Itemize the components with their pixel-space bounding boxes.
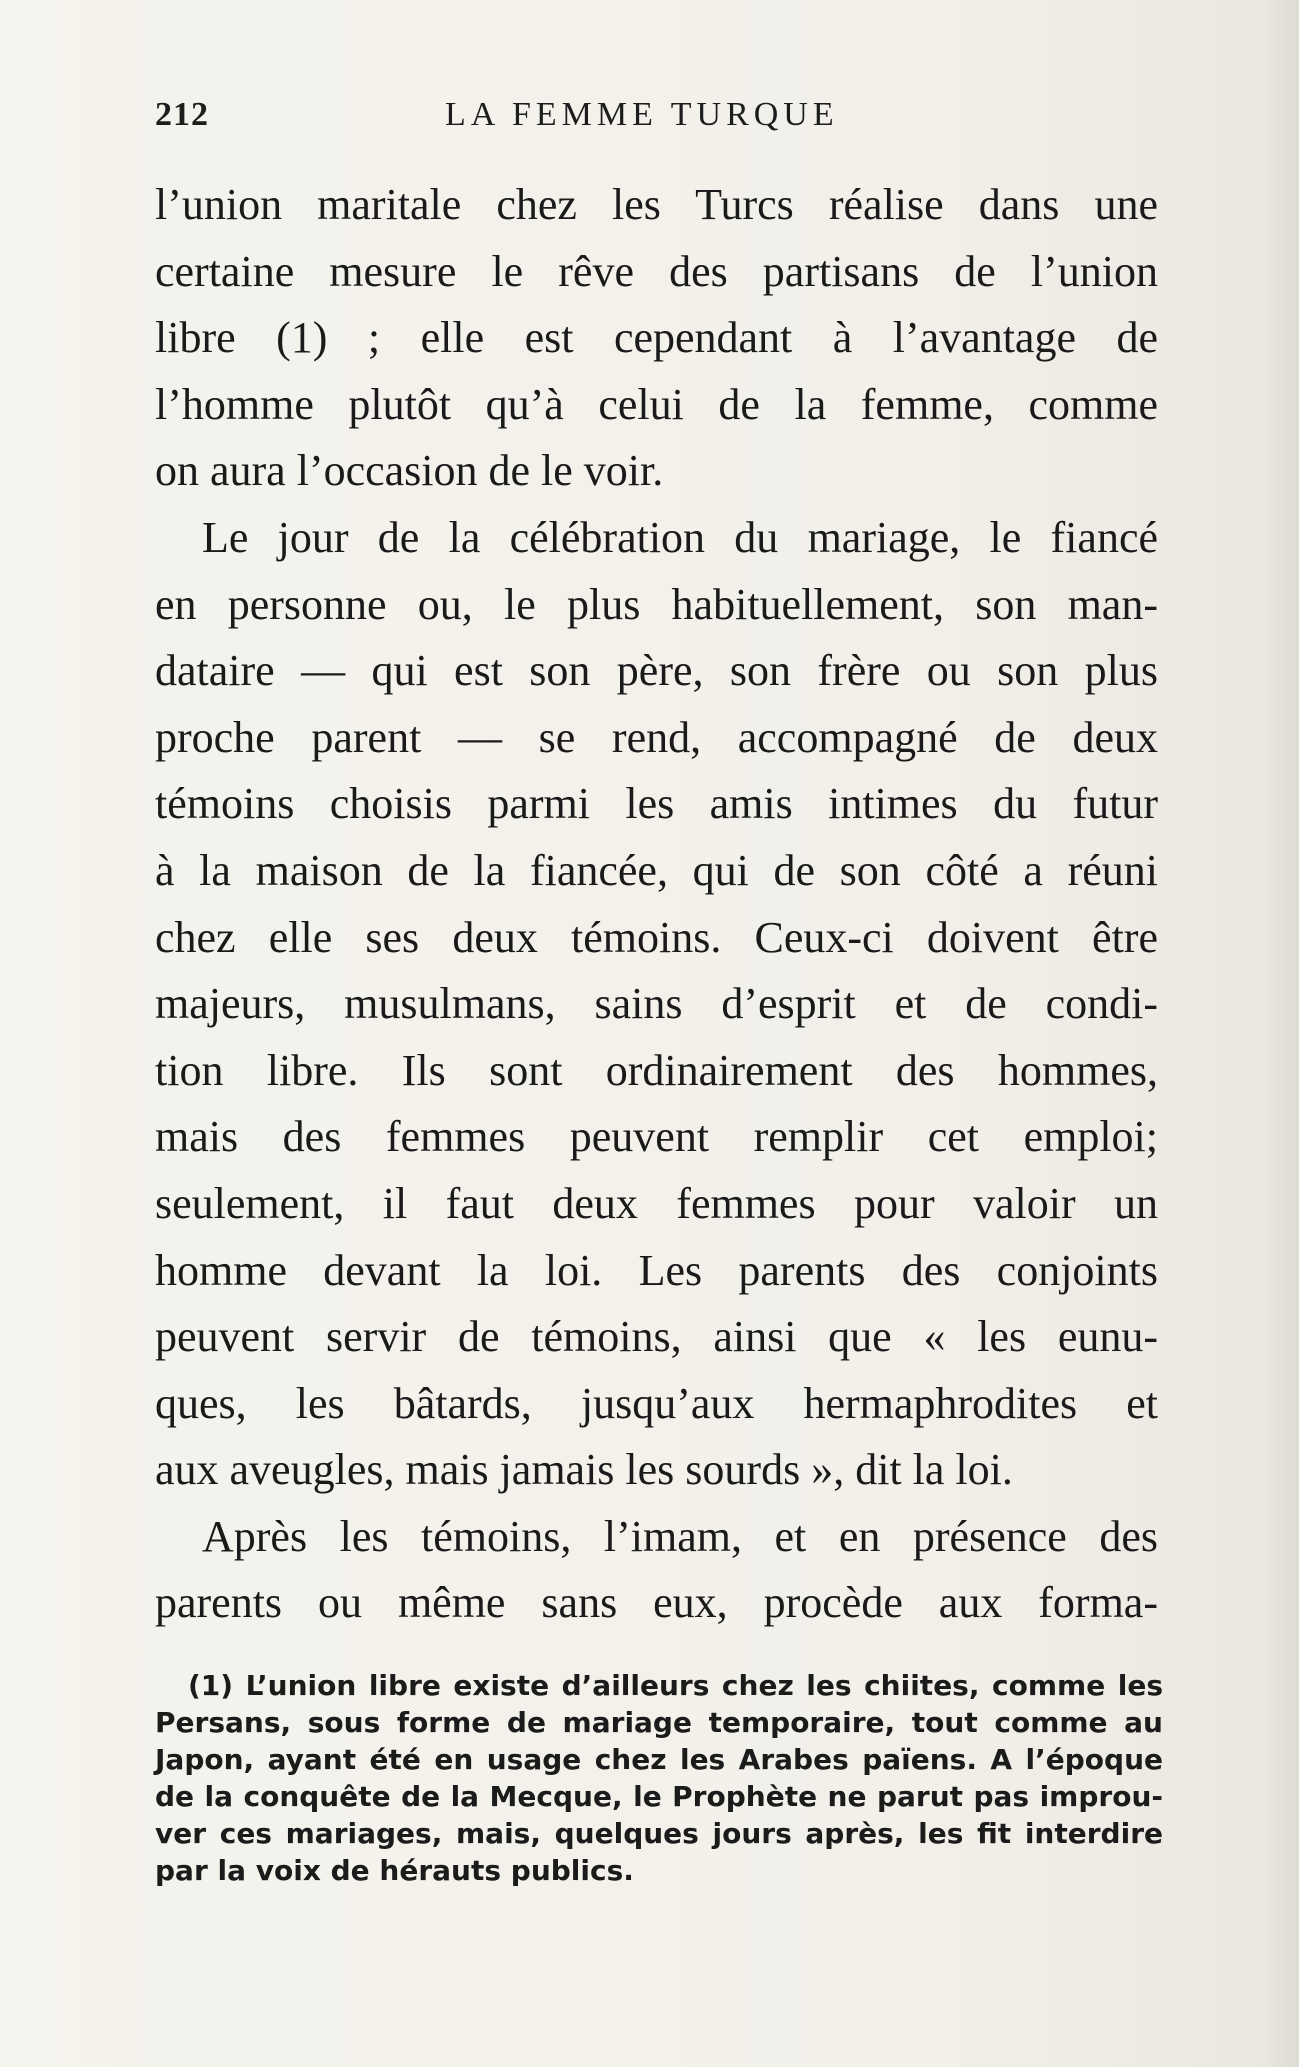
body-line: l’homme plutôt qu’à celui de la femme, comme [155,379,1158,429]
body-line: homme devant la loi. Les parents des conjoints [155,1245,1158,1295]
body-line: peuvent servir de témoins, ainsi que « les eunu- [155,1312,1158,1362]
body-line: chez elle ses deux témoins. Ceux-ci doivent être [155,912,1158,962]
running-title: LA FEMME TURQUE [445,96,839,133]
body-text [155,172,1158,1637]
body-line: ques, les bâtards, jusqu’aux hermaphrodites et [155,1378,1158,1428]
footnote-line: par la voix de hérauts publics. [155,1854,634,1887]
body-line: témoins choisis parmi les amis intimes du futur [155,779,1158,829]
footnote-line: Persans, sous forme de mariage temporaire, tout comme au [155,1706,1163,1739]
body-line: on aura l’occasion de le voir. [155,446,664,496]
footnote-line: (1) L’union libre existe d’ailleurs chez les chiites, comme les [188,1669,1163,1702]
body-line: mais des femmes peuvent remplir cet emploi; [155,1112,1158,1162]
body-line: libre (1) ; elle est cependant à l’avantage de [155,313,1158,363]
body-line: majeurs, musulmans, sains d’esprit et de condi- [155,979,1158,1029]
body-line: tion libre. Ils sont ordinairement des hommes, [155,1045,1158,1095]
page-header [155,96,1155,146]
body-line: l’union maritale chez les Turcs réalise dans une [155,180,1158,229]
body-line: Le jour de la célébration du mariage, le fiancé [202,512,1158,562]
body-line: Après les témoins, l’imam, et en présence des [202,1511,1158,1561]
body-line: à la maison de la fiancée, qui de son côté a réuni [155,845,1158,895]
footnote-line: ver ces mariages, mais, quelques jours après, les fit interdire [155,1817,1163,1850]
page-number: 212 [155,96,209,133]
body-line: seulement, il faut deux femmes pour valoir un [155,1178,1158,1228]
body-line: en personne ou, le plus habituellement, son man- [155,579,1158,629]
body-line: dataire — qui est son père, son frère ou son plus [155,646,1158,696]
body-line: certaine mesure le rêve des partisans de l’union [155,246,1158,296]
body-line: parents ou même sans eux, procède aux forma- [155,1578,1158,1628]
body-line: aux aveugles, mais jamais les sourds », dit la loi. [155,1445,1013,1495]
body-line: proche parent — se rend, accompagné de deux [155,712,1158,762]
page-edge-shadow [1259,0,1299,2067]
footnote-line: de la conquête de la Mecque, le Prophète ne parut pas improu- [155,1780,1163,1813]
footnote [155,1667,1163,1889]
footnote-line: Japon, ayant été en usage chez les Arabes païens. A l’époque [155,1743,1163,1776]
